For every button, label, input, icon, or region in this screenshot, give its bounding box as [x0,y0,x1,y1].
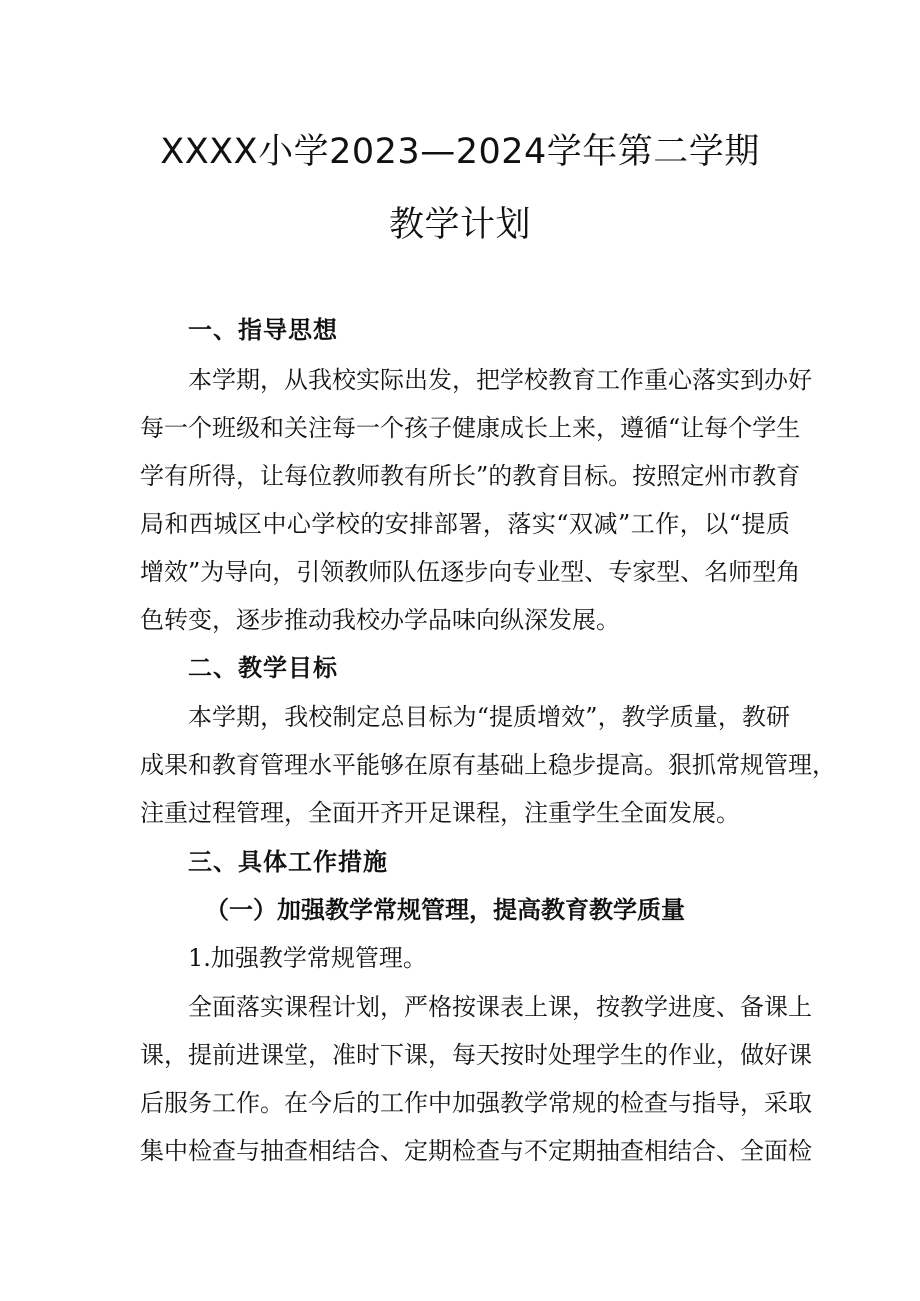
paragraph-line: 本学期，从我校实际出发，把学校教育工作重心落实到办好 [188,366,812,394]
paragraph-line: 局和西城区中心学校的安排部署，落实“双减”工作，以“提质 [140,510,790,538]
document-title-line2: 教学计划 [388,205,531,245]
paragraph-line: 注重过程管理，全面开齐开足课程，注重学生全面发展。 [140,799,740,827]
document-title: XXXX小学2023—2024学年第二学期 [160,132,760,172]
section-heading-teaching-goals: 二、教学目标 [188,654,338,682]
paragraph-line: 增效”为导向，引领教师队伍逐步向专业型、专家型、名师型角 [140,558,801,586]
subsection-heading: （一）加强教学常规管理，提高教育教学质量 [205,896,685,924]
paragraph-line: 全面落实课程计划，严格按课表上课，按教学进度、备课上 [188,993,812,1021]
section-heading-guiding-thought: 一、指导思想 [188,316,338,344]
paragraph-line: 课，提前进课堂，准时下课，每天按时处理学生的作业，做好课 [140,1041,812,1069]
list-item-heading: 1.加强教学常规管理。 [188,944,427,972]
paragraph-line: 后服务工作。在今后的工作中加强教学常规的检查与指导，采取 [140,1089,812,1117]
paragraph-line: 色转变，逐步推动我校办学品味向纵深发展。 [140,606,620,634]
section-heading-measures: 三、具体工作措施 [188,848,388,876]
paragraph-line: 每一个班级和关注每一个孩子健康成长上来，遵循“让每个学生 [140,414,801,442]
paragraph-line: 集中检查与抽查相结合、定期检查与不定期抽查相结合、全面检 [140,1137,812,1165]
paragraph-line: 学有所得，让每位教师教有所长”的教育目标。按照定州市教育 [140,462,801,490]
paragraph-line: 成果和教育管理水平能够在原有基础上稳步提高。狠抓常规管理， [140,751,836,779]
paragraph-line: 本学期，我校制定总目标为“提质增效”，教学质量，教研 [188,703,790,731]
